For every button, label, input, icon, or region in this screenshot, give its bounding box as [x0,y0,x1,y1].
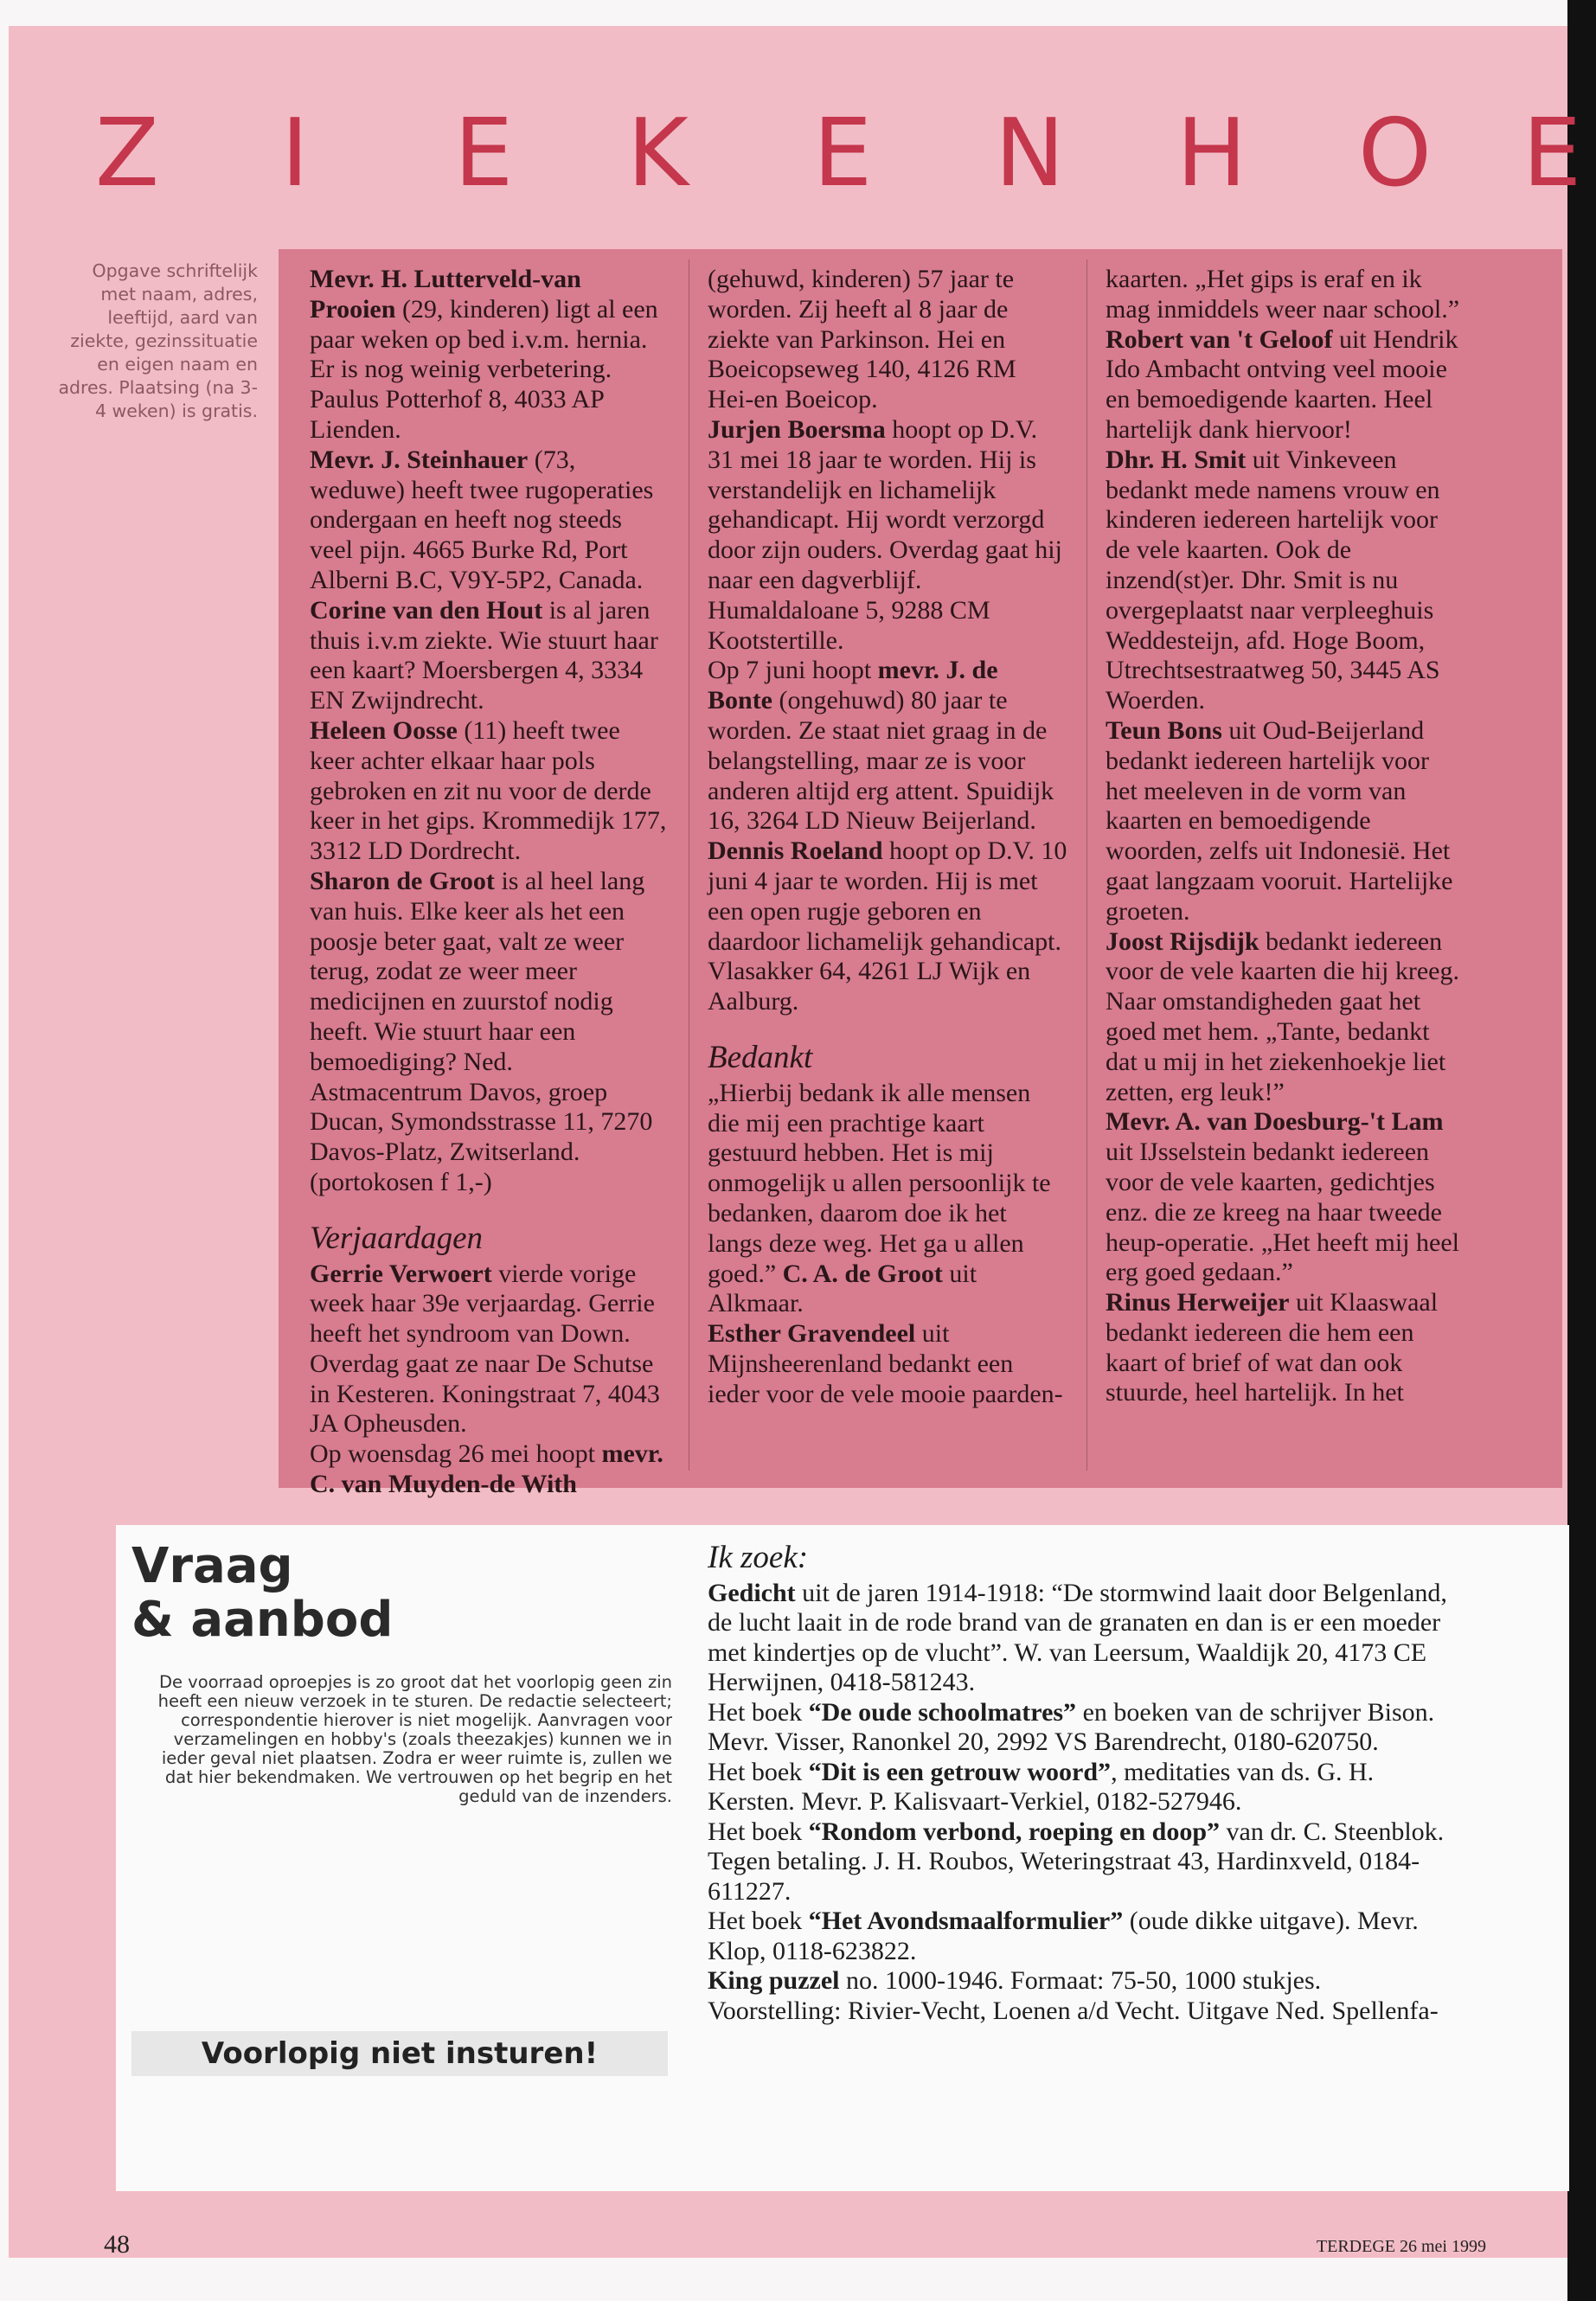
title-letter: K [627,99,689,208]
request-item: Het boek “De oude schoolmatres” en boeken van de schrijver Bison. Mevr. Visser, Ranonkel 20, 2992 VS Barendrecht, 0180-620750. [708,1697,1435,1756]
page-number: 48 [104,2230,130,2259]
ik-zoek-heading: Ik zoek: [708,1540,809,1575]
section-title [95,99,1583,208]
entry: (gehuwd, kinderen) 57 jaar te worden. Zij heeft al 8 jaar de ziekte van Parkinson. Hei en Boeicopseweg 140, 4126 RM Hei-en Boeicop. [708,265,1016,414]
request-item: Het boek “Het Avondsmaalformulier” (oude dikke uitgave). Mevr. Klop, 0118-623822. [708,1907,1419,1965]
request-item: Het boek “Dit is een getrouw woord”, meditaties van ds. G. H. Kersten. Mevr. P. Kalisvaart-Verkiel, 0182-527946. [708,1757,1375,1816]
request-item: Het boek “Rondom verbond, roeping en doop” van dr. C. Steenblok. Tegen betaling. J. H. Roubos, Weteringstraat 43, Hardinxveld, 0184-611227. [708,1817,1445,1906]
title-letter: Z [95,99,159,208]
entry: Mevr. H. Lutterveld-van Prooien (29, kinderen) ligt al een paar weken op bed i.v.m. hernia. Er is nog weinig verbetering. Paulus Potterhof 8, 4033 AP Lienden. [310,265,658,444]
request-item: Gedicht uit de jaren 1914-1918: “De stormwind laait door Belgenland, de lucht laait in de rode brand van de granaten en dan is er een moeder met kindertjes op de vlucht”. W. van Leersum, Waaldijk 20, 4173 CE Herwijnen, 0418-581243. [708,1578,1447,1696]
entry: Dhr. H. Smit uit Vinkeveen bedankt mede namens vrouw en kinderen iedereen hartelijk voor de vele kaarten. Ook de inzend(st)er. Dhr. Smit is nu overgeplaatst naar verpleeghuis Weddesteijn, afd. Hoge Boom, Utrechtsestraatweg 50, 3445 AS Woerden. [1106,445,1440,715]
entry: Esther Gravendeel uit Mijnsheerenland bedankt een ieder voor de vele mooie paarden- [708,1319,1063,1408]
entry: Heleen Oosse (11) heeft twee keer achter elkaar haar pols gebroken en zit nu voor de derde keer in het gips. Krommedijk 177, 3312 LD Dordrecht. [310,715,667,866]
entry: Corine van den Hout is al jaren thuis i.v.m ziekte. Wie stuurt haar een kaart? Moersbergen 4, 3334 EN Zwijndrecht. [310,595,658,715]
scan-edge [1567,0,1596,2301]
title-letter: N [995,99,1065,208]
title-letter: O [1358,99,1433,208]
entry: Op 7 juni hoopt mevr. J. de Bonte (ongehuwd) 80 jaar te worden. Ze staat niet graag in de belangstelling, maar ze is voor anderen altijd erg attent. Spuidijk 16, 3264 LD Nieuw Beijerland. [708,656,1054,836]
section-heading-verjaardagen: Verjaardagen [310,1220,484,1256]
entry: Mevr. A. van Doesburg-'t Lam uit IJsselstein bedankt iedereen voor de vele kaarten, gedichtjes enz. die ze kreeg na haar tweede heup-operatie. „Het heeft mij heel erg goed gedaan.” [1106,1107,1459,1287]
title-letter: E [813,99,873,208]
notice-label: Voorlopig niet insturen! [201,2036,599,2071]
entry: Op woensdag 26 mei hoopt mevr. C. van Muyden-de With [310,1439,663,1499]
entry: Robert van 't Geloof uit Hendrik Ido Ambacht ontving veel mooie en bemoedigende kaarten. Heel hartelijk dank hiervoor! [1106,324,1458,444]
entry: Teun Bons uit Oud-Beijerland bedankt iedereen hartelijk voor het meeleven in de vorm van kaarten en bemoedigende woorden, zelfs uit Indonesië. Het gaat langzaam vooruit. Hartelijke groeten. [1106,715,1453,926]
title-letter: E [1522,99,1582,208]
entry: Joost Rijsdijk bedankt iedereen voor de vele kaarten die hij kreeg. Naar omstandigheden gaat het goed met hem. „Tante, bedankt dat u mij in het ziekenhoekje liet zetten, erg leuk!” [1106,926,1459,1106]
ik-zoek-section [708,1540,1448,2026]
entry: Sharon de Groot is al heel lang van huis. Elke keer als het een poosje beter gaat, valt ze weer terug, zodat ze weer meer medicijnen en zuurstof nodig heeft. Wie stuurt haar een bemoediging? Ned. Astmacentrum Davos, groep Ducan, Symondsstrasse 11, 7270 Davos-Platz, Zwitserland. (portokosen f 1,-) [310,866,653,1196]
entry: „Hierbij bedank ik alle mensen die mij een prachtige kaart gestuurd hebben. Het is mij onmogelijk u allen persoonlijk te bedanken, daarom doe ik het langs deze weg. Het ga u allen goed.” C. A. de Groot uit Alkmaar. [708,1078,1051,1318]
entry: Rinus Herweijer uit Klaaswaal bedankt iedereen die hem een kaart of brief of wat dan ook stuurde, heel hartelijk. In het [1106,1288,1439,1407]
entry: Gerrie Verwoert vierde vorige week haar 39e verjaardag. Gerrie heeft het syndroom van Down. Overdag gaat ze naar De Schutse in Kesteren. Koningstraat 7, 4043 JA Opheusden. [310,1259,660,1439]
entry: Jurjen Boersma hoopt op D.V. 31 mei 18 jaar te worden. Hij is verstandelijk en lichamelijk gehandicapt. Hij wordt verzorgd door zijn ouders. Overdag gaat hij naar een dagverblijf. Humaldaloane 5, 9288 CM Kootstertille. [708,414,1062,655]
title-letter: H [1176,99,1247,208]
title-letter: I [281,99,309,208]
entry: kaarten. „Het gips is eraf en ik mag inmiddels weer naar school.” [1106,265,1460,324]
title-letter: E [454,99,514,208]
column-3 [1106,265,1465,1408]
column-divider [1086,260,1087,1471]
column-1 [310,265,670,1500]
section-heading-bedankt: Bedankt [708,1039,813,1075]
submission-note: Opgave schriftelijk met naam, adres, leeftijd, aard van ziekte, gezinssituatie en eigen naam en adres. Plaatsing (na 3-4 weken) is gratis. [58,260,258,421]
request-item: King puzzel no. 1000-1946. Formaat: 75-50, 1000 stukjes. Voorstelling: Rivier-Vecht, Loenen a/d Vecht. Uitgave Ned. Spellenfa- [708,1966,1439,2025]
vraag-aanbod-text: De voorraad oproepjes is zo groot dat het voorlopig geen zin heeft een nieuw verzoek in te sturen. De redactie selecteert; correspondentie hierover is niet mogelijk. Aanvragen voor verzamelingen en hobby's (zoals theezakjes) kunnen we in ieder geval niet plaatsen. Zodra er weer ruimte is, zullen we dat hier bekendmaken. We vertrouwen op het begrip en het geduld van de inzenders. [157,1672,672,1806]
entry: Dennis Roeland hoopt op D.V. 10 juni 4 jaar te worden. Hij is met een open rugje geboren en daardoor lichamelijk gehandicapt. Vlasakker 64, 4261 LJ Wijk en Aalburg. [708,836,1067,1016]
entry: Mevr. J. Steinhauer (73, weduwe) heeft twee rugoperaties ondergaan en heeft nog steeds veel pijn. 4665 Burke Rd, Port Alberni B.C, V9Y-5P2, Canada. [310,445,654,594]
column-2 [708,265,1067,1409]
vraag-aanbod-title: Vraag & aanbod [131,1538,394,1648]
publication-footer: TERDEGE 26 mei 1999 [1316,2237,1486,2256]
